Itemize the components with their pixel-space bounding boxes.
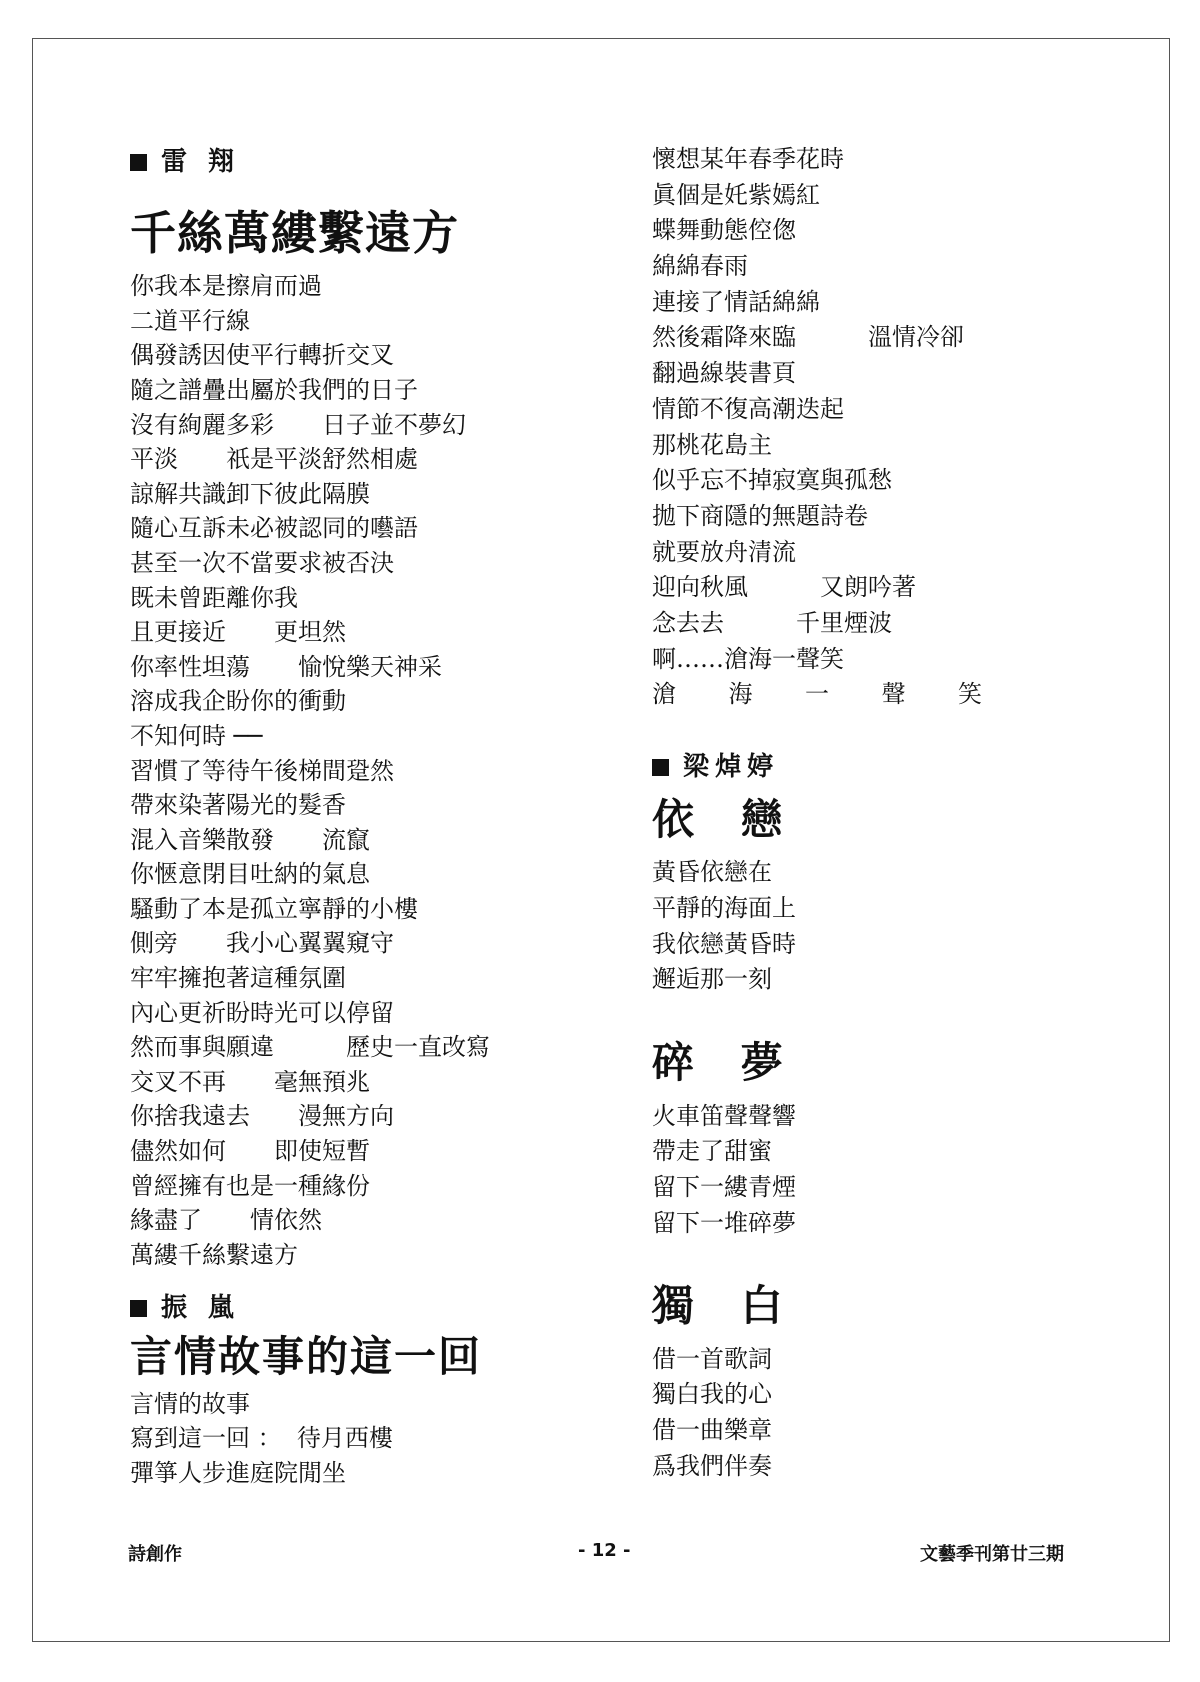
poem-line: 留下一堆碎夢 [652,1208,796,1237]
poem-line: 情節不復高潮迭起 [652,394,844,423]
square-bullet-icon [130,154,147,171]
spread-char: 一 [805,680,829,709]
poem-line: 側旁 我小心翼翼窺守 [130,929,394,958]
poem-line: 平淡 祇是平淡舒然相處 [130,445,418,474]
author-name: 梁焯婷 [683,752,780,782]
footer-page-number: - 12 - [578,1540,631,1561]
poem-line: 習慣了等待午後梯間跫然 [130,756,394,785]
poem-line: 借一首歌詞 [652,1344,772,1373]
poem-line: 二道平行線 [130,306,250,335]
poem-line: 似乎忘不掉寂寞與孤愁 [652,466,892,495]
poem-line: 曾經擁有也是一種緣份 [130,1171,370,1200]
poem-line: 爲我們伴奏 [652,1451,772,1480]
poem-line: 寫到這一回 ： 待月西樓 [130,1424,393,1453]
author-heading [130,1288,610,1328]
footer-publication: 文藝季刊第廿三期 [920,1544,1064,1565]
poem-title: 依 戀 [652,795,799,844]
poem-line: 連接了情話綿綿 [652,287,820,316]
poem-line: 沒有絢麗多彩 日子並不夢幻 [130,410,466,439]
poem-line: 念去去 千里煙波 [652,608,892,637]
poem-line: 火車笛聲聲響 [652,1101,796,1130]
poem-line: 黃昏依戀在 [652,858,772,887]
poem-line: 就要放舟清流 [652,537,796,566]
poem-line: 翻過線裝書頁 [652,359,796,388]
right-column [652,142,1102,1484]
poem-line: 內心更祈盼時光可以停留 [130,998,394,1027]
poem-line: 且更接近 更坦然 [130,618,346,647]
poem-line: 隨之譜疊出屬於我們的日子 [130,375,418,404]
poem-line: 緣盡了 情依然 [130,1206,322,1235]
poem-line: 牢牢擁抱著這種氛圍 [130,964,346,993]
poem-title: 千絲萬縷繫遠方 [130,206,459,260]
poem-line: 不知何時 ── [130,721,263,750]
poem-line: 迎向秋風 又朗吟著 [652,573,916,602]
footer-section-label: 詩創作 [128,1544,182,1565]
poem-line: 然後霜降來臨 溫情冷卻 [652,323,964,352]
spread-char: 滄 [652,680,676,709]
poem-line: 帶走了甜蜜 [652,1137,772,1166]
poem-line: 你率性坦蕩 愉悅樂天神采 [130,652,442,681]
poem-line: 蝶舞動態倥偬 [652,216,796,245]
poem-line: 邂逅那一刻 [652,965,772,994]
poem-body [130,269,610,1272]
poem-line: 借一曲樂章 [652,1416,772,1445]
author-heading [652,747,1102,787]
poem-line: 隨心互訴未必被認同的囈語 [130,514,418,543]
poem-line: 交叉不再 毫無預兆 [130,1067,370,1096]
poem-line: 諒解共識卸下彼此隔膜 [130,479,370,508]
poem-title: 獨 白 [652,1281,799,1331]
poem-title: 言情故事的這一回 [130,1332,483,1382]
poem-block [652,1038,1102,1241]
poem-line: 彈箏人步進庭院閒坐 [130,1458,346,1487]
author-name: 振 嵐 [161,1293,241,1324]
poem-block [652,795,1102,998]
poem-line: 我依戀黃昏時 [652,929,796,958]
poem-line: 儘然如何 即使短暫 [130,1137,370,1166]
poem-line: 甚至一次不當要求被否決 [130,548,394,577]
author-heading [130,142,610,182]
poem-line: 獨白我的心 [652,1380,772,1409]
poem-line: 你愜意閉目吐納的氣息 [130,860,370,889]
poem-line: 帶來染著陽光的髮香 [130,791,346,820]
author-name: 雷 翔 [161,147,241,177]
left-column [130,142,610,1491]
poem-line: 言情的故事 [130,1389,250,1418]
poem-line: 懷想某年春季花時 [652,145,844,173]
poem-line: 綿綿春雨 [652,252,748,281]
poem-line: 啊……滄海一聲笑 [652,644,844,673]
poem-continuation [652,142,1102,713]
poem-line: 眞個是奼紫嫣紅 [652,180,820,209]
poem-line: 你捨我遠去 漫無方向 [130,1102,394,1131]
poem-block [652,1281,1102,1484]
poem-line: 萬縷千絲繫遠方 [130,1240,298,1269]
poem-line: 偶發誘因使平行轉折交叉 [130,341,394,370]
poem-line: 然而事與願違 歷史一直改寫 [130,1033,490,1062]
poem-line: 平靜的海面上 [652,894,796,923]
poem-line: 騷動了本是孤立寧靜的小樓 [130,894,418,923]
spread-char: 海 [728,680,753,709]
poem-line: 那桃花島主 [652,430,772,459]
poem-line: 既未曾距離你我 [130,583,298,612]
poem-title: 碎 夢 [652,1038,799,1088]
poem-body [130,1387,610,1491]
poem-line: 拋下商隱的無題詩卷 [652,501,868,530]
poem-line: 你我本是擦肩而過 [130,272,322,301]
poem-line: 溶成我企盼你的衝動 [130,687,346,716]
spread-char: 聲 [881,680,906,709]
square-bullet-icon [652,759,669,776]
square-bullet-icon [130,1300,147,1317]
spread-char: 笑 [958,680,982,709]
spread-poem-line [652,677,982,713]
poem-line: 混入音樂散發 流竄 [130,825,370,854]
poem-line: 留下一縷青煙 [652,1172,796,1201]
